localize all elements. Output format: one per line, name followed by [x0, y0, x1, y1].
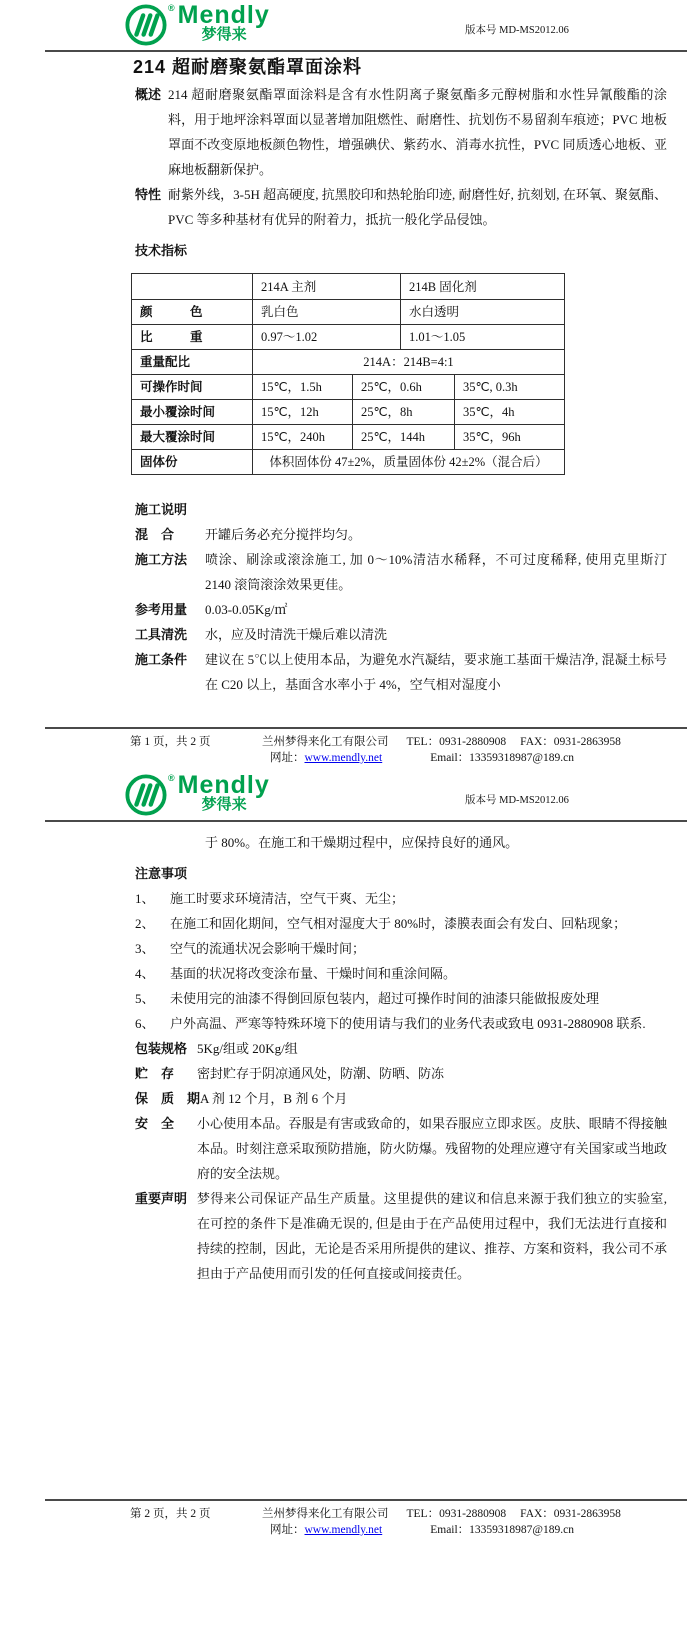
- construction-item-method: [135, 547, 667, 597]
- website-link[interactable]: www.mendly.net: [304, 1524, 383, 1536]
- mendly-logo-icon: [125, 4, 167, 46]
- footer-contact-block: [262, 1506, 635, 1538]
- footer-line2: [262, 1524, 588, 1536]
- item-label: 重要声明: [135, 1191, 188, 1206]
- note-number: 3、: [135, 941, 155, 956]
- company-name: 兰州梦得来化工有限公司: [262, 736, 389, 748]
- table-header-row: [132, 274, 564, 299]
- table-cell: 比 重: [140, 330, 203, 344]
- page1-content: [135, 82, 667, 697]
- mendly-logo-icon: [125, 774, 167, 816]
- construction-item-dosage: [135, 597, 667, 622]
- item-text: 小心使用本品。吞服是有害或致命的，如果吞服应立即求医。皮肤、眼睛不得接触本品。时刻注意采取预防措施，防火防爆。残留物的处理应遵守有关国家或当地政府的安全法规。: [197, 1116, 667, 1181]
- website-label: 网址：: [270, 752, 305, 764]
- packaging-item: [135, 1036, 667, 1061]
- note-number: 6、: [135, 1016, 155, 1031]
- item-label: 施工条件: [135, 652, 188, 667]
- table-row-color: [132, 299, 564, 324]
- table-cell-214b: 214B 固化剂: [400, 274, 564, 299]
- table-cell: 乳白色: [252, 300, 400, 324]
- item-text: 0.03-0.05Kg/㎡: [205, 602, 288, 617]
- item-label: 混 合: [135, 527, 175, 542]
- page2-header: [0, 770, 687, 820]
- table-row-max-recoat: [132, 424, 564, 449]
- construction-item-conditions: [135, 647, 667, 697]
- item-label: 包装规格: [135, 1041, 188, 1056]
- table-cell: 35℃，4h: [454, 400, 564, 424]
- table-cell: 25℃，8h: [352, 400, 454, 424]
- item-label: 工具清洗: [135, 627, 188, 642]
- brand-text: [177, 1, 270, 43]
- item-text: 建议在 5℃以上使用本品，为避免水汽凝结，要求施工基面干燥洁净, 混凝土标号在 C20 以上，基面含水率小于 4%，空气相对湿度小: [205, 652, 667, 692]
- overview-label: 概述: [135, 87, 162, 102]
- item-label: 参考用量: [135, 602, 188, 617]
- brand-text: [177, 771, 270, 813]
- overview-paragraph: [135, 82, 667, 182]
- note-number: 1、: [135, 891, 155, 906]
- table-cell: 可操作时间: [140, 380, 203, 394]
- tel-label: TEL：0931-2880908: [406, 736, 507, 748]
- construction-item-cleaning: [135, 622, 667, 647]
- spec-section-title: 技术指标: [135, 243, 188, 258]
- website-link[interactable]: www.mendly.net: [304, 752, 383, 764]
- item-label: 保 质 期: [135, 1091, 201, 1106]
- item-text: 5Kg/组或 20Kg/组: [197, 1041, 298, 1056]
- table-cell: 颜 色: [140, 305, 203, 319]
- table-row-min-recoat: [132, 399, 564, 424]
- item-text: 开罐后务必充分搅拌均匀。: [205, 527, 362, 542]
- page-title: 214 超耐磨聚氨酯罩面涂料: [133, 57, 363, 77]
- item-text: 密封贮存于阴凉通风处，防潮、防晒、防冻: [197, 1066, 445, 1081]
- footer-line1: [262, 1508, 635, 1520]
- mendly-logo: [125, 1, 687, 46]
- version-label: 版本号 MD-MS2012.06: [465, 795, 569, 806]
- page2-content: [135, 830, 667, 1286]
- table-cell: [132, 274, 252, 299]
- page2-footer: [0, 1499, 687, 1638]
- footer-body: [0, 729, 687, 770]
- note-item-6: [135, 1011, 667, 1036]
- table-cell: 25℃，0.6h: [352, 375, 454, 399]
- item-text: 梦得来公司保证产品生产质量。这里提供的建议和信息来源于我们独立的实验室, 在可控的条件下是准确无误的, 但是由于在产品使用过程中，我们无法进行直接和持续的控制，因此，无论是否采用所提供的建议、推荐、方案和资料，我公司不承担由于产品使用而引发的任何直接或间接责任。: [197, 1191, 667, 1281]
- page-2: [0, 770, 687, 1638]
- construction-section-title: 施工说明: [135, 502, 188, 517]
- table-cell: 35℃，96h: [454, 425, 564, 449]
- page1-header: [0, 0, 687, 50]
- page-number-info: 第 1 页，共 2 页: [130, 736, 211, 748]
- table-cell: 固体份: [140, 455, 178, 469]
- brand-name: Mendly: [177, 1, 270, 29]
- registered-mark: ®: [168, 3, 175, 13]
- page-number-info: 第 2 页，共 2 页: [130, 1508, 211, 1520]
- feature-text: 耐紫外线，3-5H 超高硬度, 抗黑胶印和热轮胎印迹, 耐磨性好, 抗刻划, 在环氧、聚氨酯、PVC 等多种基材有优异的附着力，抵抗一般化学品侵蚀。: [168, 187, 667, 227]
- table-cell: 最小覆涂时间: [140, 405, 216, 419]
- note-text: 施工时要求环境清洁，空气干爽、无尘；: [170, 891, 405, 906]
- note-item-3: [135, 936, 667, 961]
- note-text: 空气的流通状况会影响干燥时间；: [170, 941, 366, 956]
- version-label: 版本号 MD-MS2012.06: [465, 25, 569, 36]
- email-label: Email：13359318987@189.cn: [430, 1524, 575, 1536]
- table-cell: 最大覆涂时间: [140, 430, 216, 444]
- item-text: 喷涂、刷涂或滚涂施工, 加 0～10%清洁水稀释，不可过度稀释, 使用克里斯汀 2140 滚筒滚涂效果更佳。: [205, 552, 667, 592]
- note-number: 5、: [135, 991, 155, 1006]
- table-cell: 15℃，240h: [252, 425, 352, 449]
- note-text: 在施工和固化期间，空气相对湿度大于 80%时，漆膜表面会有发白、回粘现象；: [170, 916, 627, 931]
- brand-name: Mendly: [177, 771, 270, 799]
- page-1: [0, 0, 687, 770]
- item-text: A 剂 12 个月，B 剂 6 个月: [200, 1091, 348, 1106]
- note-number: 4、: [135, 966, 155, 981]
- footer-contact-block: [262, 734, 635, 766]
- table-cell: 35℃, 0.3h: [454, 375, 564, 399]
- feature-label: 特性: [135, 187, 162, 202]
- item-label: 安 全: [135, 1116, 175, 1131]
- table-cell: 15℃，12h: [252, 400, 352, 424]
- note-number: 2、: [135, 916, 155, 931]
- safety-item: [135, 1111, 667, 1186]
- tel-label: TEL：0931-2880908: [406, 1508, 507, 1520]
- table-cell: 25℃，144h: [352, 425, 454, 449]
- header-rule: [45, 50, 687, 52]
- table-cell: 重量配比: [140, 355, 191, 369]
- disclaimer-item: [135, 1186, 667, 1286]
- table-row-ratio: [132, 349, 564, 374]
- item-text: 水，应及时清洗干燥后难以清洗: [205, 627, 388, 642]
- table-cell: 0.97～1.02: [252, 325, 400, 349]
- footer-line2: [262, 752, 588, 764]
- continuation-text: 于 80%。在施工和干燥期过程中，应保持良好的通风。: [205, 835, 519, 850]
- table-cell: 15℃，1.5h: [252, 375, 352, 399]
- storage-item: [135, 1061, 667, 1086]
- brand-name-chinese: 梦得来: [201, 796, 247, 813]
- footer-body: [0, 1501, 687, 1542]
- note-text: 基面的状况将改变涂布量、干燥时间和重涂间隔。: [170, 966, 457, 981]
- feature-paragraph: [135, 182, 667, 232]
- table-cell: 水白透明: [400, 300, 564, 324]
- item-label: 贮 存: [135, 1066, 175, 1081]
- table-row-pot-life: [132, 374, 564, 399]
- construction-item-mixing: [135, 522, 667, 547]
- table-cell: 214A：214B=4:1: [252, 350, 564, 374]
- registered-mark: ®: [168, 773, 175, 783]
- table-cell: 体积固体份 47±2%，质量固体份 42±2%（混合后）: [252, 450, 564, 474]
- overview-text: 214 超耐磨聚氨酯罩面涂料是含有水性阴离子聚氨酯多元醇树脂和水性异氰酸酯的涂料，用于地坪涂料罩面以显著增加阻燃性、耐磨性、抗划伤不易留刹车痕迹；PVC 地板罩面不改变原地板颜色物性，增强碘伏、紫药水、消毒水抗性，PVC 同质透心地板、亚麻地板翻新保护。: [168, 87, 667, 177]
- email-label: Email：13359318987@189.cn: [430, 752, 575, 764]
- note-item-5: [135, 986, 667, 1011]
- fax-label: FAX：0931-2863958: [520, 736, 621, 748]
- table-cell: 1.01～1.05: [400, 325, 564, 349]
- note-text: 户外高温、严寒等特殊环境下的使用请与我们的业务代表或致电 0931-2880908 联系.: [170, 1016, 646, 1031]
- website-label: 网址：: [270, 1524, 305, 1536]
- table-row-gravity: [132, 324, 564, 349]
- page1-footer: [0, 727, 687, 770]
- note-text: 未使用完的油漆不得倒回原包装内，超过可操作时间的油漆只能做报废处理: [170, 991, 600, 1006]
- fax-label: FAX：0931-2863958: [520, 1508, 621, 1520]
- item-label: 施工方法: [135, 552, 188, 567]
- mendly-logo: [125, 771, 687, 816]
- footer-line1: [262, 736, 635, 748]
- table-cell-214a: 214A 主剂: [252, 274, 400, 299]
- spec-table: [131, 273, 565, 475]
- notes-section-title: 注意事项: [135, 866, 188, 881]
- table-row-solids: [132, 449, 564, 474]
- header-rule: [45, 820, 687, 822]
- shelf-life-item: [135, 1086, 667, 1111]
- note-item-1: [135, 886, 667, 911]
- company-name: 兰州梦得来化工有限公司: [262, 1508, 389, 1520]
- brand-name-chinese: 梦得来: [201, 26, 247, 43]
- note-item-4: [135, 961, 667, 986]
- note-item-2: [135, 911, 667, 936]
